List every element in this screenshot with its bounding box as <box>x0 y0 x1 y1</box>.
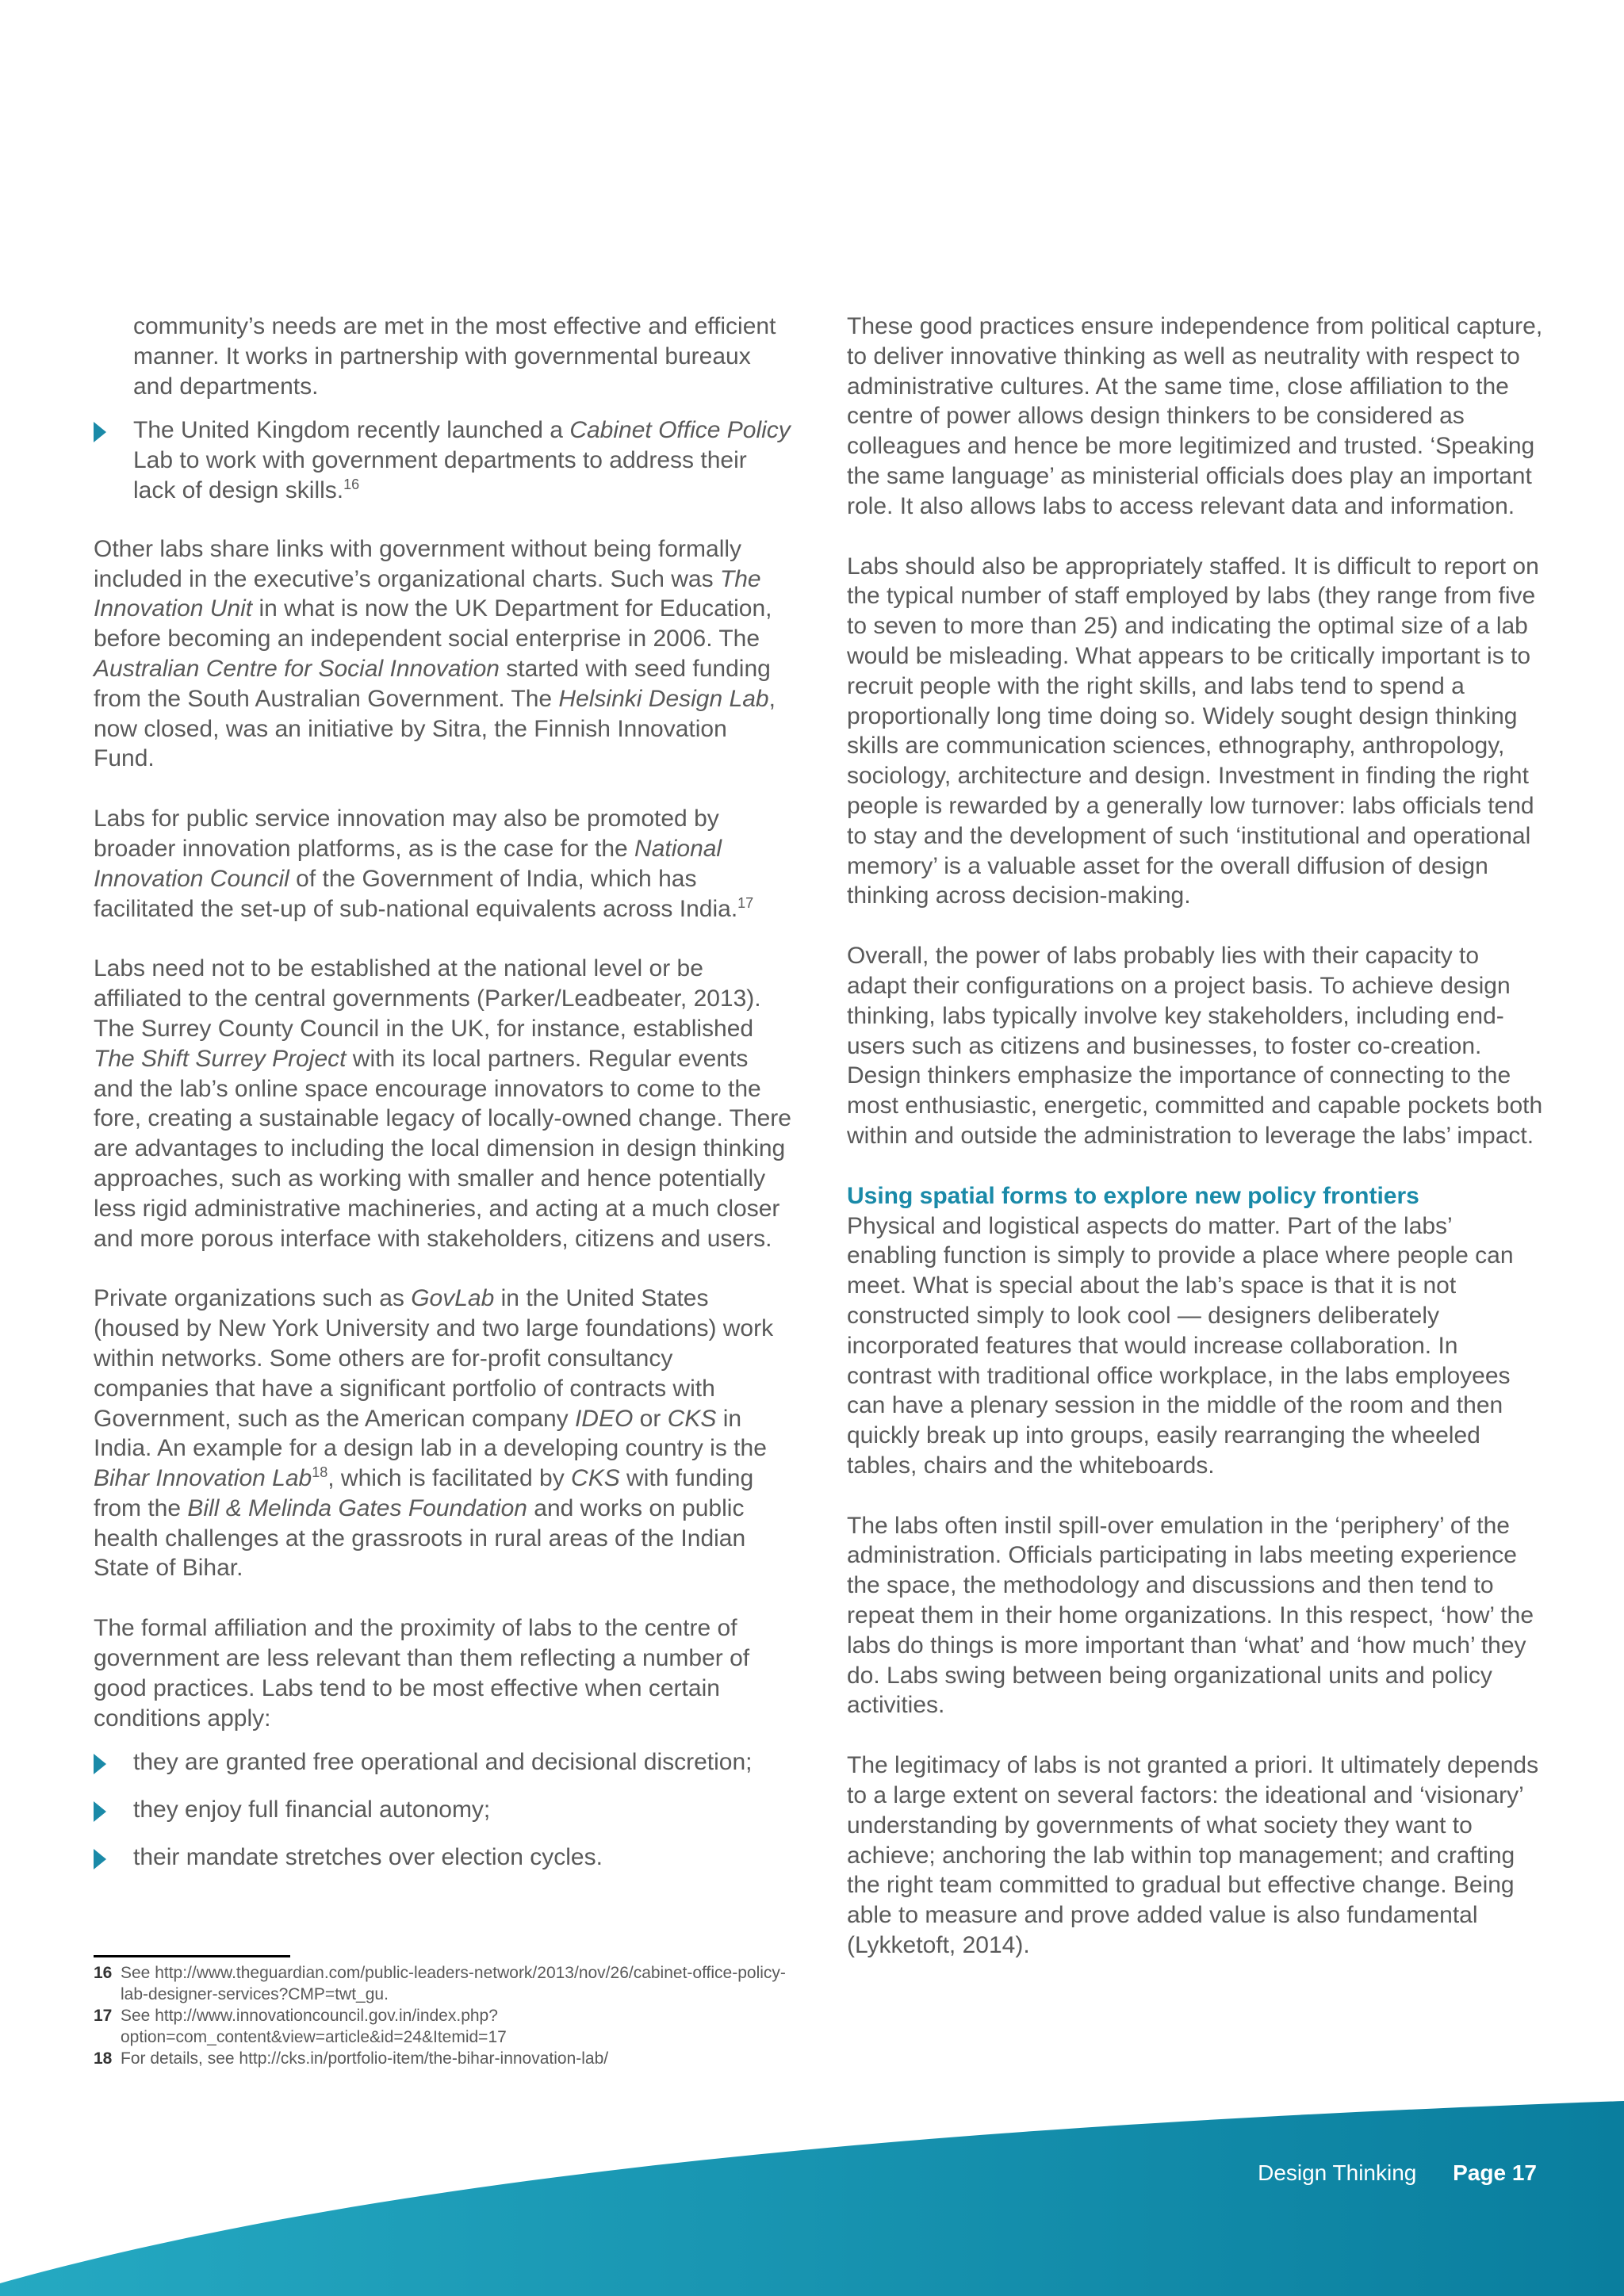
footnote: 16 See http://www.theguardian.com/public-leaders-network/2013/nov/26/cabinet-office-policy-lab-designer-services?CMP=twt_gu. <box>94 1964 786 2003</box>
bullet-triangle-icon <box>94 1849 106 1869</box>
footnote: 17 See http://www.innovationcouncil.gov.in/index.php?option=com_content&view=article&id=24&Itemid=17 <box>94 2007 507 2046</box>
paragraph: The labs often instil spill-over emulation in the ‘periphery’ of the administration. Officials participating in labs meeting experience the space, the methodology and discussions and then tend to repeat them in their home organizations. In this respect, ‘how’ the labs do things is more important than ‘what’ and ‘how much’ they do. Labs swing between being organizational units and policy activities. <box>847 1512 1534 1719</box>
paragraph: Private organizations such as GovLab in the United States (housed by New York University and two large foundations) work within networks. Some others are for-profit consultancy companies that have a significant portfolio of contracts with Government, such as the American company IDEO or CKS in India. An example for a design lab in a developing country is the Bihar Innovation Lab$^{18}$, which is facilitated by CKS with funding from the Bill & Melinda Gates Foundation and works on public health challenges at the grassroots in rural areas of the Indian State of Bihar. <box>94 1285 774 1582</box>
footnote-ref: 17 <box>737 894 754 911</box>
bullet-item: their mandate stretches over election cycles. <box>94 1843 791 1873</box>
footnote-ref: 18 <box>312 1464 328 1481</box>
paragraph: The legitimacy of labs is not granted a priori. It ultimately depends to a large extent on several factors: the ideational and ‘visionary’ understanding by governments of what society they want to achieve; anchoring the lab within top management; and crafting the right team committed to gradual but effective change. Being able to measure and prove added value is also fundamental (Lykketoft, 2014). <box>847 1752 1539 1959</box>
footnote-ref: 16 <box>343 476 360 492</box>
bullet-triangle-icon <box>94 422 106 442</box>
paragraph: Physical and logistical aspects do matter. Part of the labs’ enabling function is simply to provide a place where people can meet. What is special about the lab’s space is that it is not constructed simply to look cool — designers deliberately incorporated features that would increase collaboration. In contrast with traditional office workplace, in the labs employees can have a plenary session in the middle of the room and then quickly break up into groups, easily rearranging the wheeled tables, chairs and the whiteboards. <box>847 1212 1514 1479</box>
footnotes <box>94 1962 807 2069</box>
right-column <box>847 312 1545 1991</box>
paragraph: Labs should also be appropriately staffed. It is difficult to report on the typical number of staff employed by labs (they range from five to seven to more than 25) and indicating the optimal size of a lab would be misleading. What appears to be critically important is to recruit people with the right skills, and labs tend to spend a proportionally long time doing so. Widely sought design thinking skills are communication sciences, ethnography, anthropology, sociology, architecture and design. Investment in finding the right people is rewarded by a generally low turnover: labs officials tend to stay and the development of such ‘institutional and operational memory’ is a valuable asset for the overall diffusion of design thinking across decision-making. <box>847 553 1539 909</box>
page-footer <box>1258 2160 1537 2186</box>
bullet-item: they are granted free operational and decisional discretion; <box>94 1747 791 1777</box>
continued-bullet-text: community’s needs are met in the most effective and efficient manner. It works in partnership with governmental bureaux and departments. <box>133 313 776 400</box>
paragraph: The formal affiliation and the proximity of labs to the centre of government are less relevant than them reflecting a number of good practices. Labs tend to be most effective when certain conditions apply: <box>94 1615 750 1732</box>
footnote: 18 For details, see http://cks.in/portfolio-item/the-bihar-innovation-lab/ <box>94 2049 609 2068</box>
bullet-triangle-icon <box>94 1801 106 1822</box>
paragraph: Overall, the power of labs probably lies with their capacity to adapt their configurations on a project basis. To achieve design thinking, labs typically involve key stakeholders, including end-users such as citizens and businesses, to foster co-creation. Design thinkers emphasize the importance of connecting to the most enthusiastic, energetic, committed and capable pockets both within and outside the administration to leverage the labs’ impact. <box>847 943 1543 1149</box>
paragraph: Labs for public service innovation may also be promoted by broader innovation platforms, as is the case for the National Innovation Council of the Government of India, which has facilitated the set-up of sub-national equivalents across India.$^{17}$ <box>94 806 754 922</box>
paragraph: Other labs share links with government without being formally included in the executive’s organizational charts. Such was The Innovation Unit in what is now the UK Department for Education, before becoming an independent social enterprise in 2006. The Australian Centre for Social Innovation started with seed funding from the South Australian Government. The Helsinki Design Lab, now closed, was an initiative by Sitra, the Finnish Innovation Fund. <box>94 535 776 772</box>
footnote-divider <box>94 1955 290 1957</box>
page-number: Page 17 <box>1453 2160 1537 2185</box>
left-column <box>94 312 791 1890</box>
bullet-item: The United Kingdom recently launched a Cabinet Office Policy Lab to work with government departments to address their lack of design skills.$^{16}$ <box>94 415 791 505</box>
bullet-item: they enjoy full financial autonomy; <box>94 1795 791 1825</box>
document-title: Design Thinking <box>1258 2160 1417 2185</box>
section-heading: Using spatial forms to explore new policy frontiers <box>847 1182 1419 1209</box>
paragraph: These good practices ensure independence from political capture, to deliver innovative thinking as well as neutrality with respect to administrative cultures. At the same time, close affiliation to the centre of power allows design thinkers to be considered as colleagues and hence be more legitimized and trusted. ‘Speaking the same language’ as ministerial officials does play an important role. It also allows labs to access relevant data and information. <box>847 313 1543 519</box>
bullet-triangle-icon <box>94 1754 106 1774</box>
paragraph: Labs need not to be established at the national level or be affiliated to the central governments (Parker/Leadbeater, 2013). The Surrey County Council in the UK, for instance, established The Shift Surrey Project with its local partners. Regular events and the lab’s online space encourage innovators to come to the fore, creating a sustainable legacy of locally-owned change. There are advantages to including the local dimension in design thinking approaches, such as working with smaller and hence potentially less rigid administrative machineries, and acting at a much closer and more porous interface with stakeholders, citizens and users. <box>94 955 791 1252</box>
